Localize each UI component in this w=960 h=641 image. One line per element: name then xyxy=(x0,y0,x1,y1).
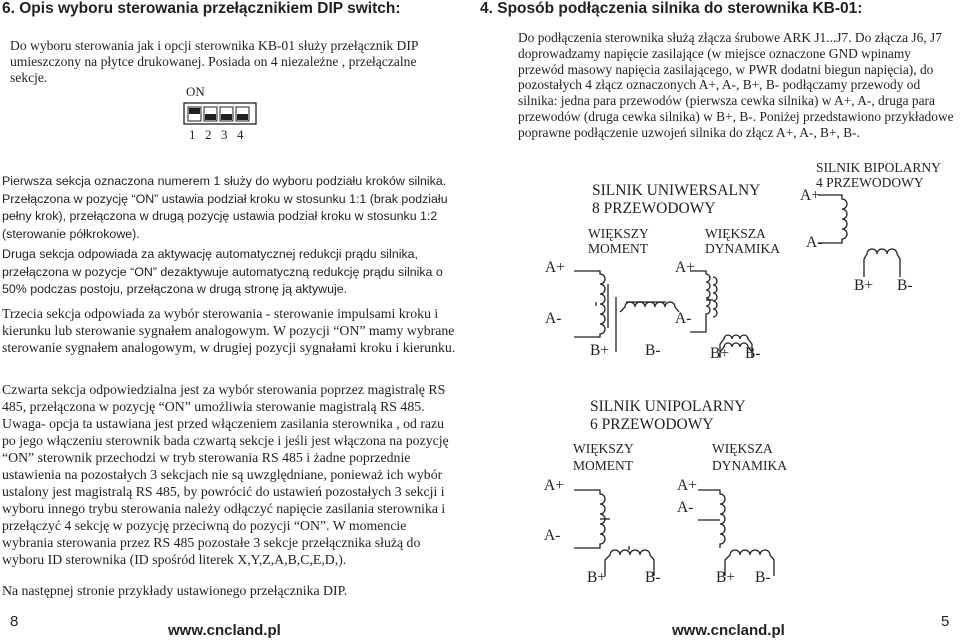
terminal-b-minus: B- xyxy=(897,277,913,294)
unipolar-dyn-1: WIĘKSZA xyxy=(712,441,773,456)
universal-title-1: SILNIK UNIWERSALNY xyxy=(592,182,761,199)
terminal-a-plus: A+ xyxy=(544,477,564,494)
bipolar-title-1: SILNIK BIPOLARNY xyxy=(816,160,941,175)
left-p3: Trzecia sekcja odpowiada za wybór sterowania - sterowanie impulsami kroku i kierunku lub sterowanie sygnałem analogowym. W pozycji “ON” mamy wybrane sterowanie sygnałem analogowym, w drugiej pozycji sygnałami kroku i kierunku. xyxy=(2,306,456,355)
coil-icon xyxy=(690,271,752,358)
left-page-number: 8 xyxy=(10,613,19,630)
terminal-a-plus: A+ xyxy=(675,259,695,276)
left-p5: Na następnej stronie przykłady ustawionego przełącznika DIP. xyxy=(2,583,348,598)
unipolar-moment-2: MOMENT xyxy=(573,458,633,473)
universal-moment-1: WIĘKSZY xyxy=(588,226,649,241)
left-p4: Czwarta sekcja odpowiedzialna jest za wybór sterowania poprzez magistralę RS 485, przełączona w pozycję “ON” umożliwia sterowanie magistralą RS 485. Uwaga- opcja ta ustawiana jest przed włączeniem zasilania sterownika , od razu po jego włączeniu sterownik bada czwartą sekcje i jeśli jest włączona na pozycję “ON” sterownik przechodzi w tryb sterowania RS 485 i żadne poprzednie ustawienia na pozostałych 3 sekcjach nie są uwzględniane, ponieważ ich wybór ustalony jest magistralą RS 485, by powrócić do ustawień pozostałych 3 sekcji i wyboru innego trybu sterowania należy odłączyć napięcie zasilania sterownika i przełączyć 4 sekcję w pozycję przeciwną do pozycji “ON”. W momencie wybrania sterowania przez RS 485 pozostałe 3 sekcje przełącznika służą do wyboru ID sterownika (ID spośród literek X,Y,Z,A,B,C,E,D,). xyxy=(2,382,449,567)
right-heading: 4. Sposób podłączenia silnika do sterownika KB-01: xyxy=(480,0,863,17)
terminal-a-minus: A- xyxy=(806,234,823,251)
terminal-b-plus: B+ xyxy=(587,569,607,586)
terminal-a-minus: A- xyxy=(544,527,561,544)
terminal-b-plus: B+ xyxy=(716,569,736,586)
terminal-b-minus: B- xyxy=(645,569,661,586)
terminal-b-minus: B- xyxy=(755,569,771,586)
dip-number-1: 1 xyxy=(189,127,196,142)
unipolar-moment-1: WIĘKSZY xyxy=(573,441,634,456)
dip-number-2: 2 xyxy=(205,127,212,142)
left-footer-url: www.cncland.pl xyxy=(168,622,281,639)
terminal-b-minus: B- xyxy=(745,345,761,362)
right-page-number: 5 xyxy=(941,613,950,630)
terminal-a-plus: A+ xyxy=(677,477,697,494)
terminal-a-minus: A- xyxy=(675,310,692,327)
right-footer-url: www.cncland.pl xyxy=(672,622,785,639)
right-intro: Do podłączenia sterownika służą złącza śrubowe ARK J1...J7. Do złącza J6, J7 doprowadzamy napięcie zasilające (w miejsce oznaczone GND wpinamy przewód masowy napięcia zasilającego, w PWR dodatni biegun napięcia), do pozostałych 4 złącz oznaczonych A+, A-, B+, B- podłączamy przewody od silnika: jedna para przewodów (pierwsza cewka silnika) w A+, A-, druga para przewodów (druga cewka silnika) w B+, B-. Poniżej przedstawiono przykładowe poprawne podłączenie uzwojeń silnika do złącz A+, A-, B+, B-. xyxy=(518,30,954,140)
left-intro: Do wyboru sterowania jak i opcji sterownika KB-01 służy przełącznik DIP umieszczony na płytce drukowanej. Posiada on 4 niezależne , przełączalne sekcje. xyxy=(10,38,418,85)
dip-number-4: 4 xyxy=(237,127,244,142)
unipolar-dyn-2: DYNAMIKA xyxy=(712,458,787,473)
universal-dyn-1: WIĘKSZA xyxy=(705,226,766,241)
coil-icon xyxy=(818,195,900,277)
terminal-b-plus: B+ xyxy=(854,277,874,294)
universal-title-2: 8 PRZEWODOWY xyxy=(592,200,716,217)
terminal-a-minus: A- xyxy=(677,499,694,516)
terminal-b-minus: B- xyxy=(645,342,661,359)
left-heading: 6. Opis wyboru sterowania przełącznikiem DIP switch: xyxy=(2,0,401,17)
dip-number-3: 3 xyxy=(221,127,228,142)
left-p2: Druga sekcja odpowiada za aktywację automatycznej redukcji prądu silnika, przełączona w pozycje “ON” dezaktywuje automatyczną redukcję prądu silnika o 50% podczas postoju, przełączona w drugą stronę ją aktywuje. xyxy=(2,247,443,296)
dip-on-label: ON xyxy=(186,84,205,99)
universal-moment-2: MOMENT xyxy=(588,241,648,256)
unipolar-title-1: SILNIK UNIPOLARNY xyxy=(590,398,746,415)
universal-dyn-2: DYNAMIKA xyxy=(705,241,780,256)
unipolar-title-2: 6 PRZEWODOWY xyxy=(590,416,714,433)
terminal-a-minus: A- xyxy=(545,310,562,327)
terminal-b-plus: B+ xyxy=(590,342,610,359)
coil-icon xyxy=(574,490,654,576)
coil-icon xyxy=(574,271,679,352)
coil-icon xyxy=(698,490,774,576)
left-p1: Pierwsza sekcja oznaczona numerem 1 służy do wyboru podziału kroków silnika. Przełączona w pozycję “ON” ustawia podział kroku w stosunku 1:1 (brak podziału pełny krok), przełączona w drugą pozycję ustawia podział kroku w stosunku 1:2 (sterowanie półkrokowe). xyxy=(2,174,448,241)
terminal-a-plus: A+ xyxy=(545,259,565,276)
terminal-a-plus: A+ xyxy=(800,187,820,204)
bipolar-title-2: 4 PRZEWODOWY xyxy=(816,175,924,190)
terminal-b-plus: B+ xyxy=(710,345,730,362)
